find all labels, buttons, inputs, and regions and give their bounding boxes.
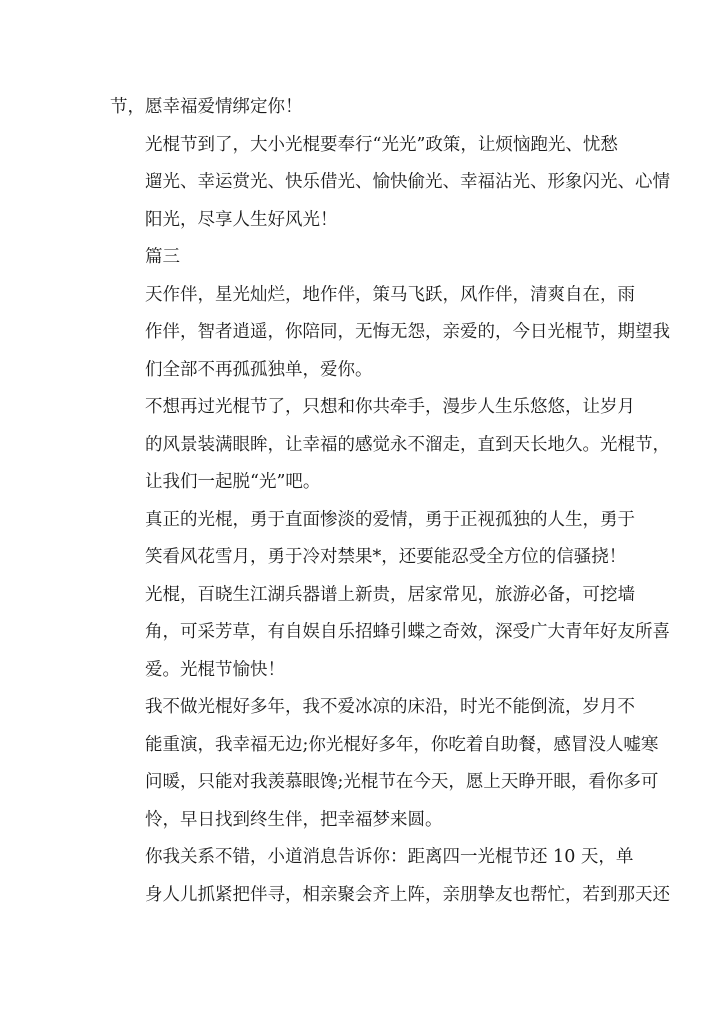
text-line: 爱。光棍节愉快！	[145, 659, 285, 680]
text-line: 天作伴，星光灿烂，地作伴，策马飞跃，风作伴，清爽自在，雨	[145, 284, 635, 305]
text-line: 作伴，智者逍遥，你陪同，无悔无怨，亲爱的，今日光棍节，期望我	[145, 322, 670, 342]
text-line: 不想再过光棍节了，只想和你共牵手，漫步人生乐悠悠，让岁月	[145, 397, 635, 417]
text-line: 的风景装满眼眸，让幸福的感觉永不溜走，直到天长地久。光棍节，	[145, 434, 670, 455]
text-line: 真正的光棍，勇于直面惨淡的爱情，勇于正视孤独的人生，勇于	[145, 509, 635, 530]
text-line: 角，可采芳草，有自娱自乐招蜂引蝶之奇效，深受广大青年好友所喜	[145, 622, 670, 642]
text-line: 身人儿抓紧把伴寻，相亲聚会齐上阵，亲朋挚友也帮忙，若到那天还	[145, 884, 670, 905]
paragraph	[110, 577, 670, 690]
text-line: 你我关系不错，小道消息告诉你：距离四一光棍节还 10 天，单	[145, 847, 634, 867]
text-line: 笑看风花雪月，勇于冷对禁果*，还要能忍受全方位的信骚挠！	[145, 547, 627, 567]
paragraph	[110, 502, 635, 577]
paragraph	[110, 689, 659, 839]
text-line: 问暖，只能对我羡慕眼馋;光棍节在今天，愿上天睁开眼，看你多可	[145, 772, 659, 792]
text-line: 怜，早日找到终生伴，把幸福梦来圆。	[145, 809, 443, 830]
text-line: 光棍节到了，大小光棍要奉行“光光”政策，让烦恼跑光、忧愁	[145, 134, 618, 155]
text-line: 让我们一起脱“光”吧。	[145, 472, 321, 492]
paragraph	[110, 277, 670, 390]
text-line: 遛光、幸运赏光、快乐借光、愉快偷光、幸福沾光、形象闪光、心情	[145, 172, 670, 192]
text-line: 节，愿幸福爱情绑定你！	[110, 97, 303, 117]
paragraph	[110, 89, 610, 127]
text-line: 能重演，我幸福无边;你光棍好多年，你吃着自助餐，感冒没人嘘寒	[145, 734, 659, 755]
text-line: 们全部不再孤孤独单，爱你。	[145, 359, 373, 380]
paragraph	[110, 239, 610, 277]
text-line: 阳光，尽享人生好风光！	[145, 209, 338, 230]
paragraph	[110, 389, 670, 502]
paragraph	[110, 127, 670, 240]
text-line: 我不做光棍好多年，我不爱冰凉的床沿，时光不能倒流，岁月不	[145, 697, 635, 717]
paragraph	[110, 839, 670, 914]
text-line: 篇三	[145, 247, 180, 267]
document-body	[110, 89, 670, 914]
text-line: 光棍，百晓生江湖兵器谱上新贵，居家常见，旅游必备，可挖墙	[145, 584, 635, 605]
